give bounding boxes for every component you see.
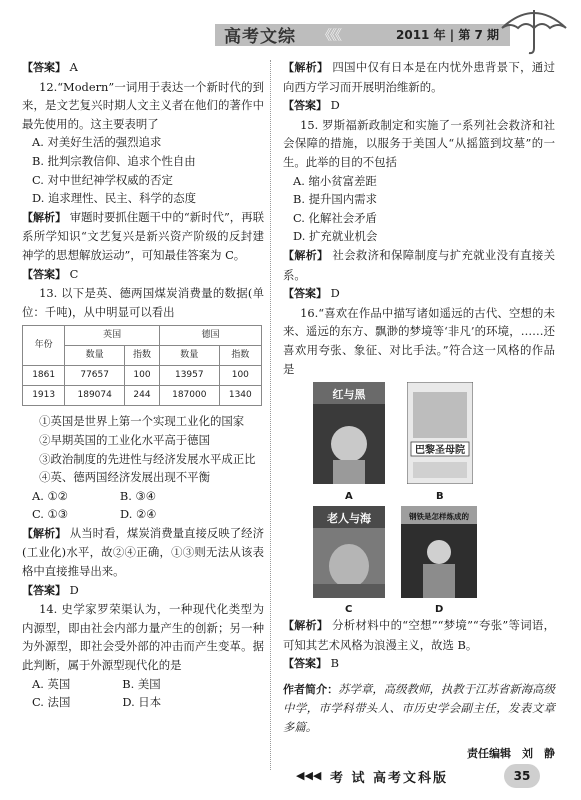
page-footer xyxy=(296,764,556,790)
header-arrows: 《《《 xyxy=(318,28,340,44)
option: C. 对中世纪神学权威的否定 xyxy=(32,172,173,187)
book-title-b: 巴黎圣母院 xyxy=(415,445,465,457)
umbrella-icon xyxy=(498,4,570,56)
book-covers xyxy=(283,382,555,614)
answer-line: 【答案】 A xyxy=(22,60,78,74)
magazine-title: 高考文综 xyxy=(224,27,296,47)
question-14: 14. 史学家罗荣渠认为，一种现代化类型为内源型，即由社会内部力量产生的创新；另一种为外源型，即社会受外部的冲击而产生变革。据此判断，属于外源型现代化的是 xyxy=(22,602,264,673)
caption-d: D xyxy=(435,604,444,616)
coal-table xyxy=(22,325,262,406)
table-header: 英国 xyxy=(65,326,160,346)
author-intro: 作者简介：苏学章，高级教师，执教于江苏省新海高级中学，市学科带头人、市历史学会副主任，发表文章多篇。 xyxy=(283,681,555,735)
question-16: 16.“喜欢在作品中描写诸如遥远的古代、空想的未来、遥远的东方、飘渺的梦境等‘非凡’的环境，……还喜欢用夸张、象征、对比手法。”符合这一风格的作品是 xyxy=(283,305,555,376)
book-title-c: 老人与海 xyxy=(327,512,371,526)
book-cover-b xyxy=(407,382,473,484)
table-header: 数量 xyxy=(159,346,219,366)
table-header: 数量 xyxy=(65,346,125,366)
table-header: 指数 xyxy=(219,346,261,366)
book-title-a: 红与黑 xyxy=(332,388,366,402)
option: B. 提升国内需求 xyxy=(293,192,377,207)
column-divider xyxy=(270,60,271,770)
analysis: 【解析】 分析材料中的“空想”“梦境”“夸张”等词语，可知其艺术风格为浪漫主义，故选 B。 xyxy=(283,618,555,652)
answer-line: 【答案】 D xyxy=(283,286,340,301)
table-row: 1861 77657 100 13957 100 xyxy=(23,366,262,386)
book-cover-d xyxy=(401,506,477,598)
option: A. 对美好生活的强烈追求 xyxy=(32,135,162,150)
choices: A. 英国 B. 美国 xyxy=(32,676,161,691)
answer-line: 【答案】 D xyxy=(22,582,79,597)
left-column xyxy=(22,58,264,712)
answer-line: 【答案】 C xyxy=(22,266,79,281)
footer-arrows: ◀◀◀ xyxy=(296,769,322,782)
option: A. 缩小贫富差距 xyxy=(293,173,377,188)
page-number: 35 xyxy=(504,764,540,788)
choices: C. 法国 D. 日本 xyxy=(32,695,162,710)
table-header: 德国 xyxy=(159,326,261,346)
right-column xyxy=(283,58,555,774)
book-title-d: 钢铁是怎样炼成的 xyxy=(409,512,469,522)
statement: ④英、德两国经济发展出现不平衡 xyxy=(39,470,210,485)
issue-label: 2011 年 | 第 7 期 xyxy=(396,28,500,42)
question-12: 12.“Modern”一词用于表达一个新时代的到来，是文艺复兴时期人文主义者在他们的著作中最先使用的。这主要表明了 xyxy=(22,79,264,131)
question-15: 15. 罗斯福新政制定和实施了一系列社会救济和社会保障的措施，以服务于美国人“从摇篮到坟墓”的一生。此举的目的不包括 xyxy=(283,117,555,169)
analysis: 【解析】 社会救济和保障制度与扩充就业没有直接关系。 xyxy=(283,247,555,282)
book-cover-c xyxy=(313,506,385,598)
table-header: 指数 xyxy=(125,346,160,366)
page-header xyxy=(0,0,581,56)
statement: ③政治制度的先进性与经济发展水平成正比 xyxy=(39,451,256,466)
option: B. 批判宗教信仰、追求个性自由 xyxy=(32,153,196,168)
option: C. 化解社会矛盾 xyxy=(293,210,377,225)
book-cover-a xyxy=(313,382,385,484)
option: D. 扩充就业机会 xyxy=(293,229,378,244)
table-header: 年份 xyxy=(23,326,65,366)
statement: ②早期英国的工业化水平高于德国 xyxy=(39,432,210,447)
caption-c: C xyxy=(345,604,353,616)
responsible-editor: 责任编辑 刘 静 xyxy=(467,746,555,760)
analysis: 【解析】 四国中仅有日本是在内忧外患背景下，通过向西方学习而开展明治维新的。 xyxy=(283,60,555,94)
answer-line: 【答案】 B xyxy=(283,656,339,671)
choices: A. ①② B. ③④ xyxy=(32,488,156,503)
choices: C. ①③ D. ②④ xyxy=(32,507,157,522)
analysis: 【解析】 审题时要抓住题干中的“新时代”，再联系所学知识“文艺复兴是新兴资产阶级的反封建神学的思想解放运动”，可知最佳答案为 C。 xyxy=(22,209,265,262)
analysis: 【解析】 从当时看，煤炭消费量直接反映了经济(工业化)水平，故②④正确，①③则无法从该表格中直接推导出来。 xyxy=(22,525,264,579)
caption-b: B xyxy=(436,491,444,503)
statement: ①英国是世界上第一个实现工业化的国家 xyxy=(39,414,245,429)
question-13: 13. 以下是英、德两国煤炭消费量的数据(单位：千吨)，从中明显可以看出 xyxy=(22,286,264,319)
table-row: 1913 189074 244 187000 1340 xyxy=(23,386,262,406)
option: D. 追求理性、民主、科学的态度 xyxy=(32,191,197,206)
answer-line: 【答案】 D xyxy=(283,98,340,113)
caption-a: A xyxy=(345,491,353,503)
footer-title: 考 试 高考文科版 xyxy=(330,771,449,786)
